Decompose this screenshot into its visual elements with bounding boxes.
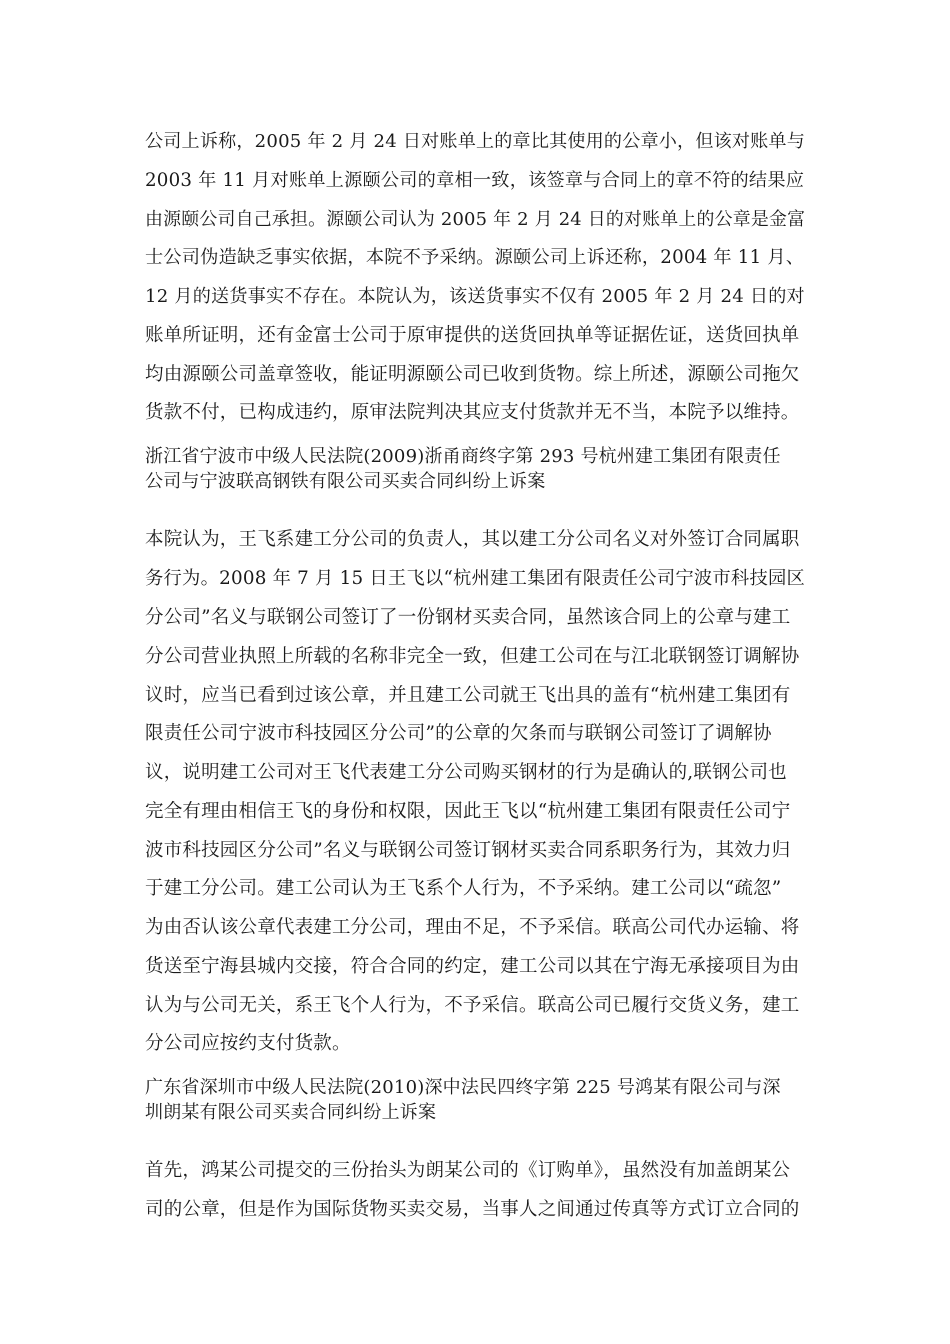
text-line: 于建工分公司。建工公司认为王飞系个人行为，不予采纳。建工公司以“疏忽” — [145, 878, 782, 899]
text-line: 限责任公司宁波市科技园区分公司”的公章的欠条而与联钢公司签订了调解协 — [145, 723, 772, 744]
text-line: 首先，鸿某公司提交的三份抬头为朗某公司的《订购单》，虽然没有加盖朗某公 — [145, 1160, 791, 1181]
text-line: 账单所证明，还有金富士公司于原审提供的送货回执单等证据佐证，送货回执单 — [145, 325, 800, 346]
text-line: 士公司伪造缺乏事实依据，本院不予采纳。源颐公司上诉还称，2004 年 11 月、 — [145, 247, 805, 268]
heading-line: 圳朗某有限公司买卖合同纠纷上诉案 — [145, 1102, 437, 1123]
text-line: 分公司营业执照上所载的名称非完全一致，但建工公司在与江北联钢签订调解协 — [145, 646, 800, 667]
text-line: 司的公章，但是作为国际货物买卖交易，当事人之间通过传真等方式订立合同的 — [145, 1199, 800, 1220]
text-line: 议，说明建工公司对王飞代表建工分公司购买钢材的行为是确认的,联钢公司也 — [145, 762, 787, 783]
text-line: 均由源颐公司盖章签收，能证明源颐公司已收到货物。综上所述，源颐公司拖欠 — [145, 364, 800, 385]
text-line: 12 月的送货事实不存在。本院认为，该送货事实不仅有 2005 年 2 月 24 日的对 — [145, 286, 805, 307]
text-line: 公司上诉称，2005 年 2 月 24 日对账单上的章比其使用的公章小，但该对账单与 — [145, 131, 805, 152]
text-line: 2003 年 11 月对账单上源颐公司的章相一致，该签章与合同上的章不符的结果应 — [145, 170, 805, 191]
text-line: 为由否认该公章代表建工分公司，理由不足，不予采信。联高公司代办运输、将 — [145, 917, 800, 938]
text-line: 认为与公司无关，系王飞个人行为，不予采信。联高公司已履行交货义务，建工 — [145, 995, 800, 1016]
text-line: 议时，应当已看到过该公章，并且建工公司就王飞出具的盖有“杭州建工集团有 — [145, 685, 791, 706]
text-line: 本院认为，王飞系建工分公司的负责人，其以建工分公司名义对外签订合同属职 — [145, 529, 800, 550]
heading-line: 公司与宁波联高钢铁有限公司买卖合同纠纷上诉案 — [145, 471, 546, 492]
text-line: 货款不付，已构成违约，原审法院判决其应支付货款并无不当，本院予以维持。 — [145, 402, 800, 423]
text-line: 分公司”名义与联钢公司签订了一份钢材买卖合同，虽然该合同上的公章与建工 — [145, 607, 791, 628]
text-line: 分公司应按约支付货款。 — [145, 1033, 351, 1054]
text-line: 务行为。2008 年 7 月 15 日王飞以“杭州建工集团有限责任公司宁波市科技园区 — [145, 568, 806, 589]
heading-line: 广东省深圳市中级人民法院(2010)深中法民四终字第 225 号鸿某有限公司与深 — [145, 1077, 781, 1098]
text-line: 波市科技园区分公司”名义与联钢公司签订钢材买卖合同系职务行为，其效力归 — [145, 840, 791, 861]
text-line: 完全有理由相信王飞的身份和权限，因此王飞以“杭州建工集团有限责任公司宁 — [145, 801, 791, 822]
text-line: 货送至宁海县城内交接，符合合同的约定，建工公司以其在宁海无承接项目为由 — [145, 956, 800, 977]
heading-line: 浙江省宁波市中级人民法院(2009)浙甬商终字第 293 号杭州建工集团有限责任 — [145, 446, 781, 467]
text-line: 由源颐公司自己承担。源颐公司认为 2005 年 2 月 24 日的对账单上的公章是金富 — [145, 209, 806, 230]
